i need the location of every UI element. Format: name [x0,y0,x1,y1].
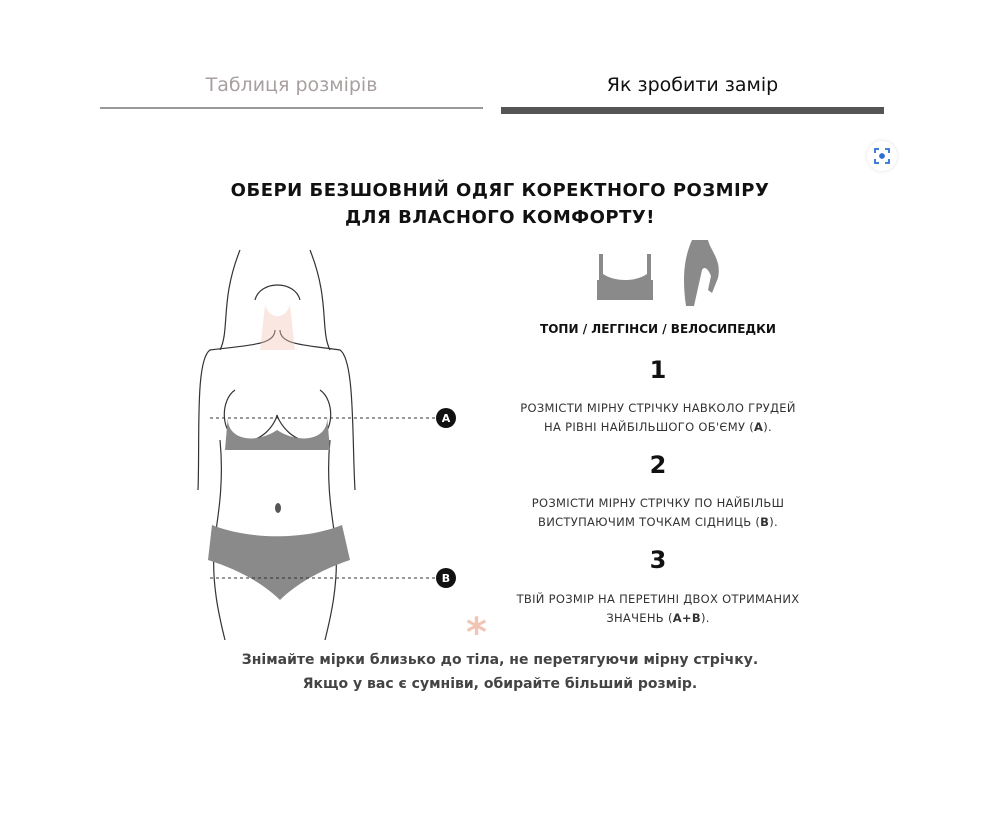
step-2-line1: РОЗМІСТИ МІРНУ СТРІЧКУ ПО НАЙБІЛЬШ [531,496,785,510]
tab-how-to-measure[interactable]: Як зробити замір [606,74,779,96]
step-1-line2: НА РІВНІ НАЙБІЛЬШОГО ОБ'ЄМУ (А). [544,420,772,434]
bra-shape [225,415,330,450]
asterisk-decoration: * [466,610,487,656]
top-garment-icon [595,250,655,302]
garment-categories: ТОПИ / ЛЕГГІНСИ / ВЕЛОСИПЕДКИ [540,322,776,336]
visual-search-button[interactable] [867,141,897,171]
step-2-text [488,494,828,532]
headline-line2: ДЛЯ ВЛАСНОГО КОМФОРТУ! [345,207,655,228]
step-3-line2: ЗНАЧЕНЬ (А+В). [606,611,710,625]
tab-size-table-underline [100,107,483,109]
briefs-shape [208,525,350,600]
step-1-line1: РОЗМІСТИ МІРНУ СТРІЧКУ НАВКОЛО ГРУДЕЙ [520,401,796,415]
step-2-line2: ВИСТУПАЮЧИМ ТОЧКАМ СІДНИЦЬ (В). [538,515,778,529]
step-3-text [488,590,828,628]
marker-a: A [441,412,451,425]
footer-note-line2: Якщо у вас є сумніви, обирайте більший розмір. [302,676,698,692]
marker-b: B [441,572,451,585]
leggings-icon [678,238,724,308]
step-1-text [488,399,828,437]
tab-size-table[interactable]: Таблиця розмірів [205,74,378,96]
step-3-number: 3 [649,546,667,574]
step-1-number: 1 [649,356,667,384]
step-2-number: 2 [649,451,667,479]
step-3-line1: ТВІЙ РОЗМІР НА ПЕРЕТИНІ ДВОХ ОТРИМАНИХ [516,592,800,606]
headline-line1: ОБЕРИ БЕЗШОВНИЙ ОДЯГ КОРЕКТНОГО РОЗМІРУ [230,180,770,201]
tab-how-to-measure-underline [501,107,884,114]
body-illustration [180,240,480,640]
footer-note-line1: Знімайте мірки близько до тіла, не перетягуючи мірну стрічку. [241,652,759,668]
lens-icon [873,147,891,165]
